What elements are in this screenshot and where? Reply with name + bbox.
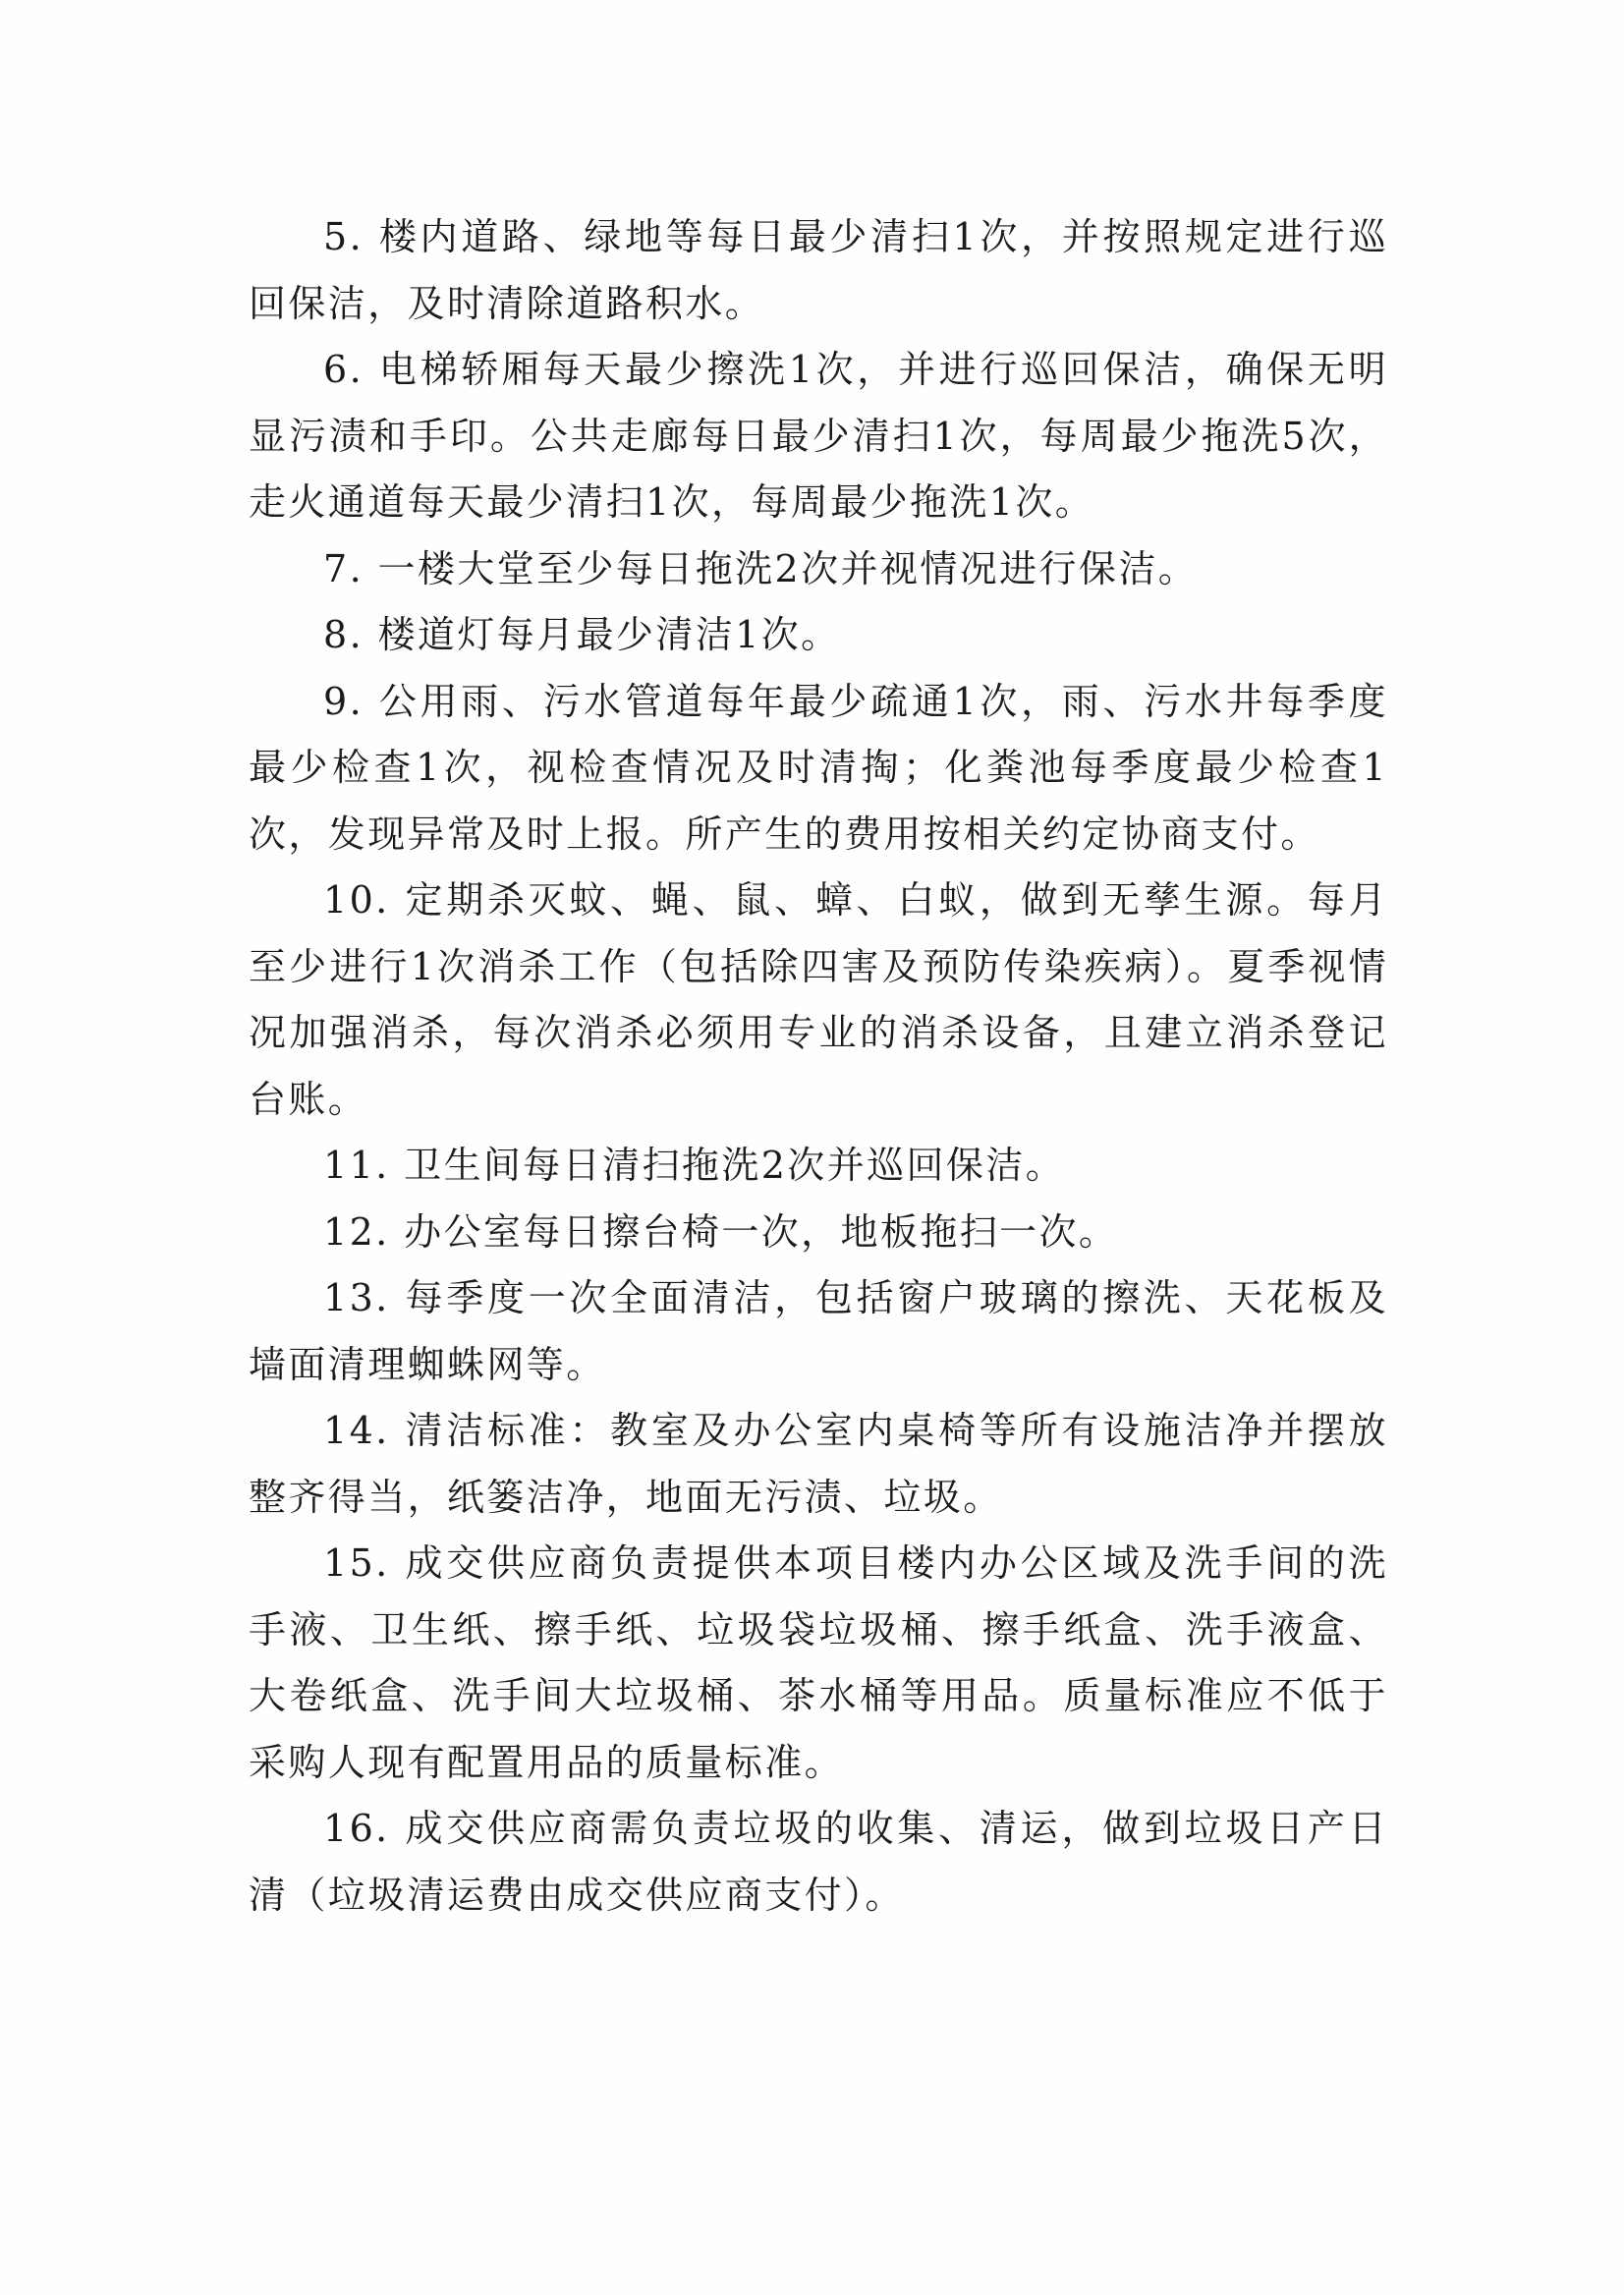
paragraph-10: 10. 定期杀灭蚊、蝇、鼠、蟑、白蚁，做到无孳生源。每月至少进行1次消杀工作（包括除四害及预防传染疾病）。夏季视情况加强消杀，每次消杀必须用专业的消杀设备，且建立消杀登记台账。: [249, 878, 1388, 1121]
paragraph-9: 9. 公用雨、污水管道每年最少疏通1次，雨、污水井每季度最少检查1次，视检查情况及时清掏；化粪池每季度最少检查1次，发现异常及时上报。所产生的费用按相关约定协商支付。: [249, 679, 1388, 856]
paragraph-7: 7. 一楼大堂至少每日拖洗2次并视情况进行保洁。: [323, 546, 1199, 590]
document-body: [249, 204, 1388, 1929]
paragraph-13: 13. 每季度一次全面清洁，包括窗户玻璃的擦洗、天花板及墙面清理蜘蛛网等。: [249, 1276, 1388, 1386]
paragraph-16: 16. 成交供应商需负责垃圾的收集、清运，做到垃圾日产日清（垃圾清运费由成交供应商支付）。: [249, 1807, 1388, 1917]
paragraph-5: 5. 楼内道路、绿地等每日最少清扫1次，并按照规定进行巡回保洁，及时清除道路积水。: [249, 215, 1388, 325]
paragraph-6: 6. 电梯轿厢每天最少擦洗1次，并进行巡回保洁，确保无明显污渍和手印。公共走廊每日最少清扫1次，每周最少拖洗5次，走火通道每天最少清扫1次，每周最少拖洗1次。: [249, 348, 1388, 524]
paragraph-12: 12. 办公室每日擦台椅一次，地板拖扫一次。: [323, 1209, 1119, 1254]
paragraph-8: 8. 楼道灯每月最少清洁1次。: [323, 613, 841, 656]
paragraph-11: 11. 卫生间每日清扫拖洗2次并巡回保洁。: [323, 1144, 1066, 1187]
paragraph-14: 14. 清洁标准：教室及办公室内桌椅等所有设施洁净并摆放整齐得当，纸篓洁净，地面无污渍、垃圾。: [249, 1409, 1388, 1519]
paragraph-15: 15. 成交供应商负责提供本项目楼内办公区域及洗手间的洗手液、卫生纸、擦手纸、垃圾袋垃圾桶、擦手纸盒、洗手液盒、大卷纸盒、洗手间大垃圾桶、茶水桶等用品。质量标准应不低于采购人现有配置用品的质量标准。: [249, 1541, 1388, 1784]
